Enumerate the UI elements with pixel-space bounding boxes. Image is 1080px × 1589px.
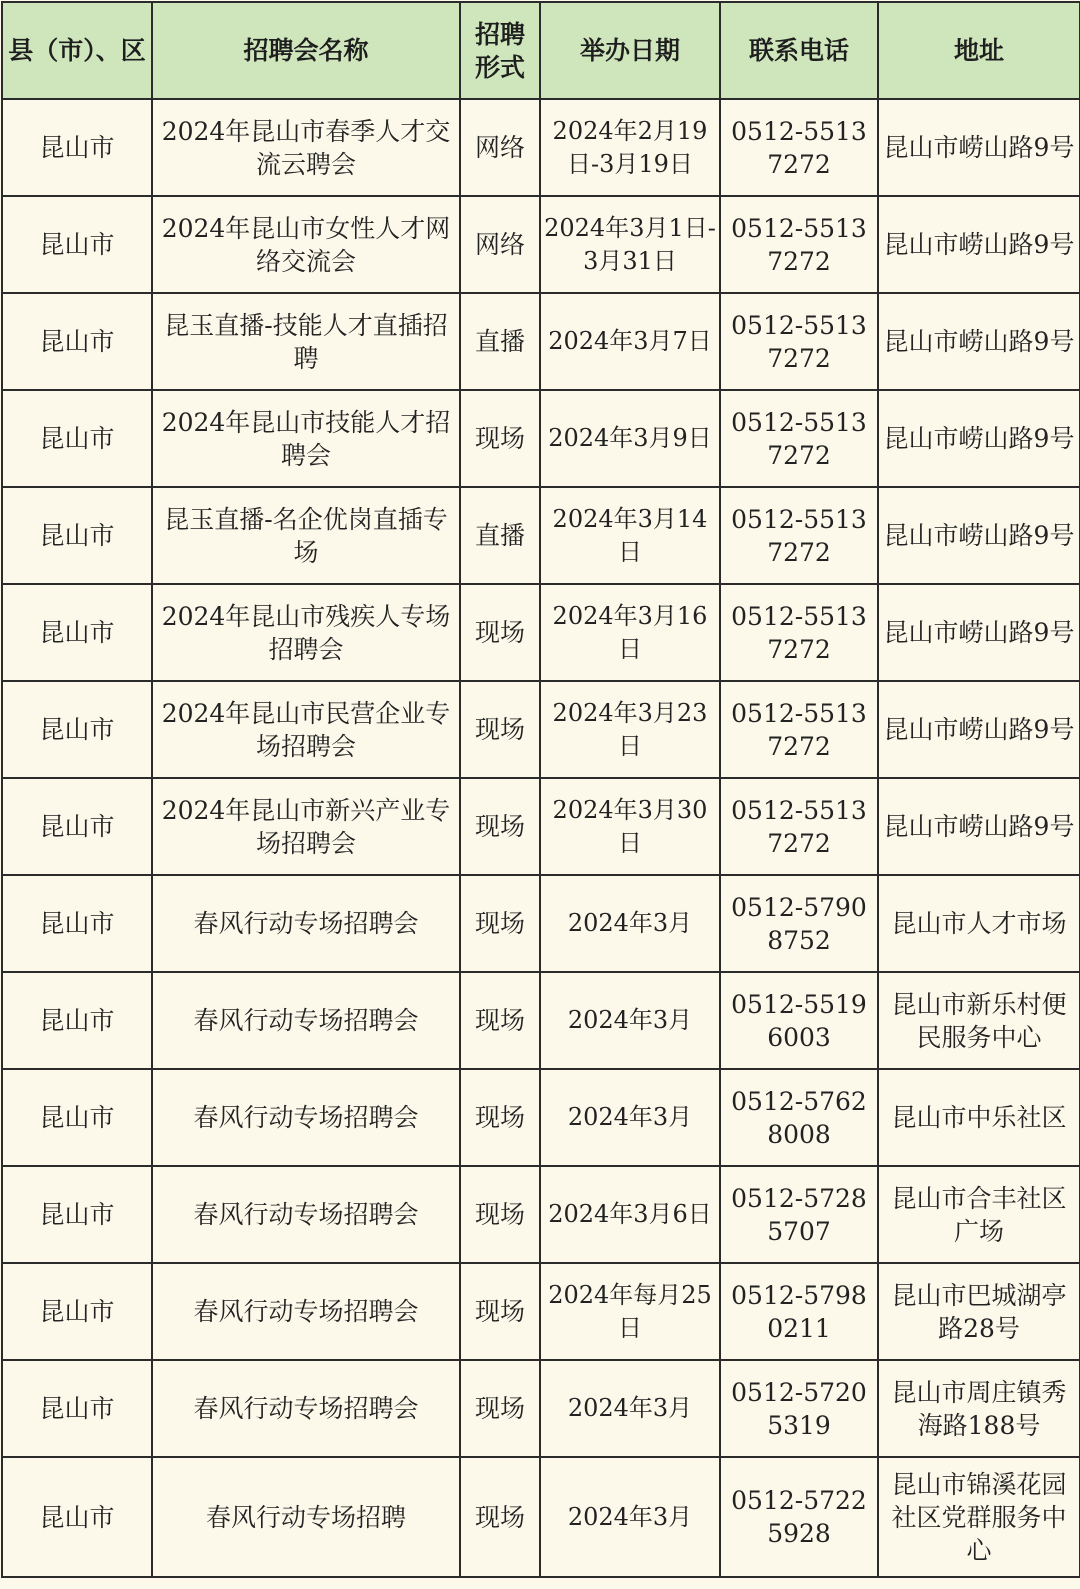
cell-format: 网络 xyxy=(460,99,540,196)
cell-district: 昆山市 xyxy=(2,875,152,972)
header-date: 举办日期 xyxy=(540,2,720,99)
cell-format: 现场 xyxy=(460,681,540,778)
cell-date: 2024年3月9日 xyxy=(540,390,720,487)
cell-date: 2024年3月16日 xyxy=(540,584,720,681)
cell-fair-name: 春风行动专场招聘会 xyxy=(152,875,460,972)
cell-date: 2024年3月6日 xyxy=(540,1166,720,1263)
table-row xyxy=(2,778,1080,875)
cell-format: 现场 xyxy=(460,1263,540,1360)
table-row xyxy=(2,584,1080,681)
cell-date: 2024年2月19日-3月19日 xyxy=(540,99,720,196)
job-fair-table xyxy=(1,1,1080,1578)
cell-address: 昆山市周庄镇秀海路188号 xyxy=(878,1360,1080,1457)
cell-district: 昆山市 xyxy=(2,1457,152,1577)
header-row xyxy=(2,2,1080,99)
cell-fair-name: 春风行动专场招聘会 xyxy=(152,1166,460,1263)
table-row xyxy=(2,875,1080,972)
cell-date: 2024年3月7日 xyxy=(540,293,720,390)
cell-phone: 0512-57225928 xyxy=(720,1457,878,1577)
table-row xyxy=(2,487,1080,584)
cell-fair-name: 2024年昆山市女性人才网络交流会 xyxy=(152,196,460,293)
cell-phone: 0512-55137272 xyxy=(720,196,878,293)
cell-date: 2024年3月1日-3月31日 xyxy=(540,196,720,293)
cell-address: 昆山市崂山路9号 xyxy=(878,681,1080,778)
cell-fair-name: 2024年昆山市新兴产业专场招聘会 xyxy=(152,778,460,875)
cell-district: 昆山市 xyxy=(2,1166,152,1263)
table-row xyxy=(2,390,1080,487)
cell-address: 昆山市崂山路9号 xyxy=(878,487,1080,584)
table-row xyxy=(2,293,1080,390)
cell-date: 2024年3月 xyxy=(540,972,720,1069)
cell-district: 昆山市 xyxy=(2,778,152,875)
cell-fair-name: 春风行动专场招聘会 xyxy=(152,1263,460,1360)
cell-format: 网络 xyxy=(460,196,540,293)
cell-address: 昆山市新乐村便民服务中心 xyxy=(878,972,1080,1069)
cell-date: 2024年3月 xyxy=(540,875,720,972)
cell-address: 昆山市崂山路9号 xyxy=(878,196,1080,293)
cell-address: 昆山市合丰社区广场 xyxy=(878,1166,1080,1263)
cell-fair-name: 2024年昆山市春季人才交流云聘会 xyxy=(152,99,460,196)
cell-address: 昆山市中乐社区 xyxy=(878,1069,1080,1166)
cell-address: 昆山市崂山路9号 xyxy=(878,584,1080,681)
cell-format: 直播 xyxy=(460,293,540,390)
header-fair-name: 招聘会名称 xyxy=(152,2,460,99)
cell-address: 昆山市崂山路9号 xyxy=(878,390,1080,487)
cell-fair-name: 2024年昆山市残疾人专场招聘会 xyxy=(152,584,460,681)
table-body xyxy=(2,99,1080,1577)
cell-format: 现场 xyxy=(460,778,540,875)
cell-fair-name: 昆玉直播-名企优岗直插专场 xyxy=(152,487,460,584)
cell-format: 直播 xyxy=(460,487,540,584)
cell-district: 昆山市 xyxy=(2,196,152,293)
header-phone: 联系电话 xyxy=(720,2,878,99)
cell-phone: 0512-55137272 xyxy=(720,681,878,778)
cell-format: 现场 xyxy=(460,584,540,681)
cell-district: 昆山市 xyxy=(2,1069,152,1166)
cell-phone: 0512-57908752 xyxy=(720,875,878,972)
cell-phone: 0512-57628008 xyxy=(720,1069,878,1166)
header-district: 县（市）、区 xyxy=(2,2,152,99)
cell-district: 昆山市 xyxy=(2,681,152,778)
cell-district: 昆山市 xyxy=(2,487,152,584)
cell-format: 现场 xyxy=(460,1069,540,1166)
cell-address: 昆山市崂山路9号 xyxy=(878,778,1080,875)
table-row xyxy=(2,99,1080,196)
header-address: 地址 xyxy=(878,2,1080,99)
cell-phone: 0512-55137272 xyxy=(720,293,878,390)
cell-phone: 0512-57205319 xyxy=(720,1360,878,1457)
cell-format: 现场 xyxy=(460,875,540,972)
cell-date: 2024年3月 xyxy=(540,1360,720,1457)
cell-phone: 0512-55196003 xyxy=(720,972,878,1069)
cell-address: 昆山市崂山路9号 xyxy=(878,99,1080,196)
cell-format: 现场 xyxy=(460,972,540,1069)
cell-district: 昆山市 xyxy=(2,293,152,390)
cell-address: 昆山市崂山路9号 xyxy=(878,293,1080,390)
cell-fair-name: 2024年昆山市民营企业专场招聘会 xyxy=(152,681,460,778)
table-row xyxy=(2,1166,1080,1263)
cell-date: 2024年3月23日 xyxy=(540,681,720,778)
cell-address: 昆山市人才市场 xyxy=(878,875,1080,972)
table-row xyxy=(2,1263,1080,1360)
cell-fair-name: 2024年昆山市技能人才招聘会 xyxy=(152,390,460,487)
cell-fair-name: 春风行动专场招聘会 xyxy=(152,1360,460,1457)
cell-fair-name: 春风行动专场招聘会 xyxy=(152,972,460,1069)
cell-format: 现场 xyxy=(460,1457,540,1577)
cell-phone: 0512-55137272 xyxy=(720,390,878,487)
cell-format: 现场 xyxy=(460,390,540,487)
cell-date: 2024年3月30日 xyxy=(540,778,720,875)
cell-district: 昆山市 xyxy=(2,584,152,681)
cell-address: 昆山市巴城湖亭路28号 xyxy=(878,1263,1080,1360)
cell-district: 昆山市 xyxy=(2,1263,152,1360)
cell-date: 2024年3月 xyxy=(540,1069,720,1166)
cell-fair-name: 春风行动专场招聘 xyxy=(152,1457,460,1577)
cell-district: 昆山市 xyxy=(2,1360,152,1457)
table-row xyxy=(2,196,1080,293)
cell-format: 现场 xyxy=(460,1360,540,1457)
table-row xyxy=(2,681,1080,778)
cell-fair-name: 昆玉直播-技能人才直插招聘 xyxy=(152,293,460,390)
header-format: 招聘形式 xyxy=(460,2,540,99)
table-row xyxy=(2,1360,1080,1457)
cell-format: 现场 xyxy=(460,1166,540,1263)
cell-date: 2024年3月 xyxy=(540,1457,720,1577)
cell-phone: 0512-55137272 xyxy=(720,584,878,681)
table-row xyxy=(2,1069,1080,1166)
cell-district: 昆山市 xyxy=(2,99,152,196)
cell-district: 昆山市 xyxy=(2,390,152,487)
cell-fair-name: 春风行动专场招聘会 xyxy=(152,1069,460,1166)
table-row xyxy=(2,1457,1080,1577)
cell-phone: 0512-57285707 xyxy=(720,1166,878,1263)
table-row xyxy=(2,972,1080,1069)
cell-district: 昆山市 xyxy=(2,972,152,1069)
table-header xyxy=(2,2,1080,99)
cell-phone: 0512-57980211 xyxy=(720,1263,878,1360)
cell-date: 2024年每月25日 xyxy=(540,1263,720,1360)
cell-phone: 0512-55137272 xyxy=(720,99,878,196)
cell-phone: 0512-55137272 xyxy=(720,487,878,584)
cell-phone: 0512-55137272 xyxy=(720,778,878,875)
cell-address: 昆山市锦溪花园社区党群服务中心 xyxy=(878,1457,1080,1577)
cell-date: 2024年3月14日 xyxy=(540,487,720,584)
